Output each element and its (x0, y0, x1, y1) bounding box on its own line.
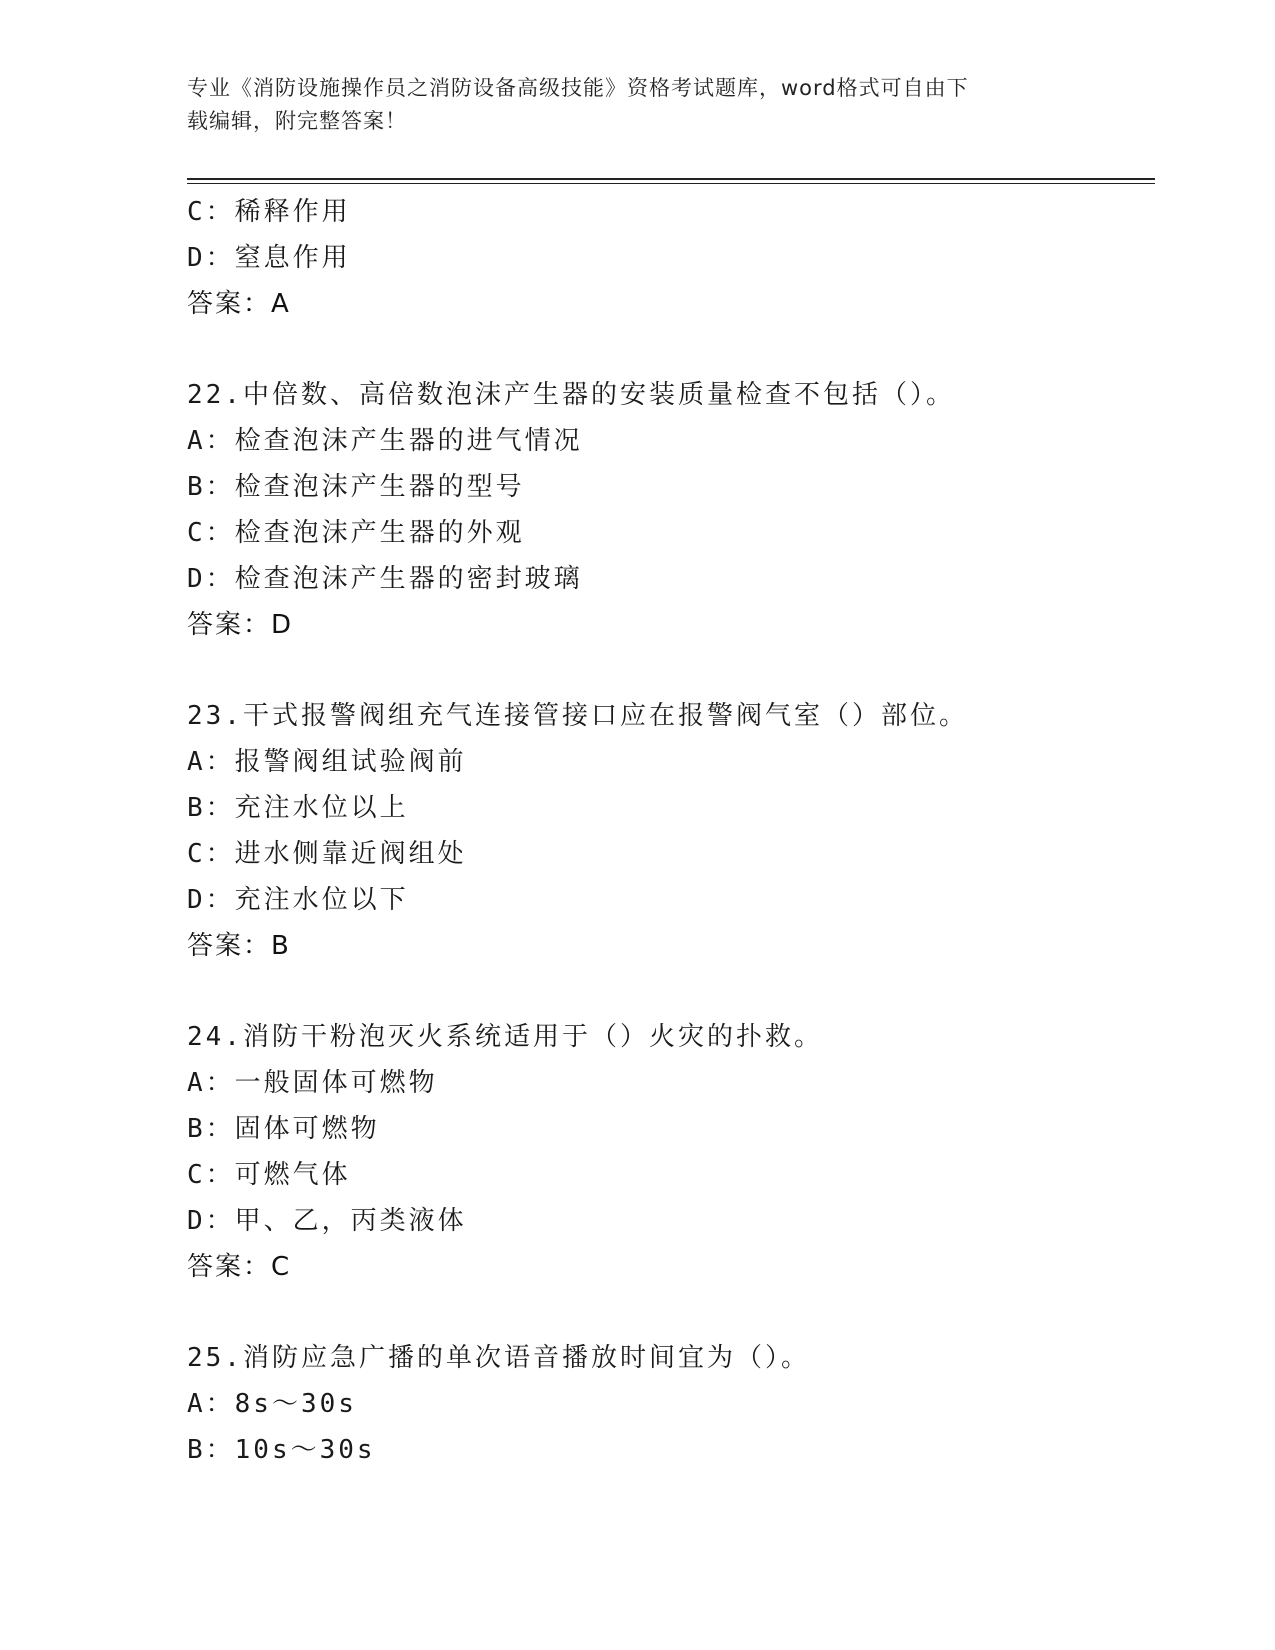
question-22 (187, 372, 1155, 648)
spacer (187, 969, 1155, 1014)
option-a: A：一般固体可燃物 (187, 1068, 438, 1098)
question-stem: 22.中倍数、高倍数泡沫产生器的安装质量检查不包括（）。 (187, 380, 955, 410)
question-stem: 25.消防应急广播的单次语音播放时间宜为（）。 (187, 1343, 810, 1373)
spacer (187, 327, 1155, 372)
spacer (187, 1290, 1155, 1335)
question-stem: 24.消防干粉泡灭火系统适用于（）火灾的扑救。 (187, 1022, 823, 1052)
option-d: D：充注水位以下 (187, 885, 409, 915)
question-stem: 23.干式报警阀组充气连接管接口应在报警阀气室（）部位。 (187, 701, 968, 731)
option-a: A：报警阀组试验阀前 (187, 747, 467, 777)
page-header (187, 72, 1067, 138)
option-d: D：甲、乙，丙类液体 (187, 1206, 467, 1236)
option-a: A：检查泡沫产生器的进气情况 (187, 426, 583, 456)
option-b: B：10s～30s (187, 1435, 376, 1465)
option-a: A：8s～30s (187, 1389, 357, 1419)
header-divider (187, 178, 1155, 184)
answer: 答案：A (187, 289, 291, 319)
option-b: B：充注水位以上 (187, 793, 409, 823)
option-b: B：检查泡沫产生器的型号 (187, 472, 525, 502)
option-d: D：检查泡沫产生器的密封玻璃 (187, 564, 583, 594)
option-d: D：窒息作用 (187, 243, 351, 273)
answer: 答案：B (187, 931, 291, 961)
header-line-2: 载编辑，附完整答案！ (187, 109, 407, 133)
question-list (187, 189, 1155, 1473)
question-partial (187, 189, 1155, 327)
answer: 答案：C (187, 1252, 292, 1282)
option-c: C：检查泡沫产生器的外观 (187, 518, 525, 548)
option-c: C：稀释作用 (187, 197, 351, 227)
answer: 答案：D (187, 610, 294, 640)
question-24 (187, 1014, 1155, 1290)
question-23 (187, 693, 1155, 969)
option-c: C：可燃气体 (187, 1160, 351, 1190)
header-line-1: 专业《消防设施操作员之消防设备高级技能》资格考试题库，word格式可自由下 (187, 76, 969, 100)
option-c: C：进水侧靠近阀组处 (187, 839, 467, 869)
question-25 (187, 1335, 1155, 1473)
option-b: B：固体可燃物 (187, 1114, 380, 1144)
spacer (187, 648, 1155, 693)
